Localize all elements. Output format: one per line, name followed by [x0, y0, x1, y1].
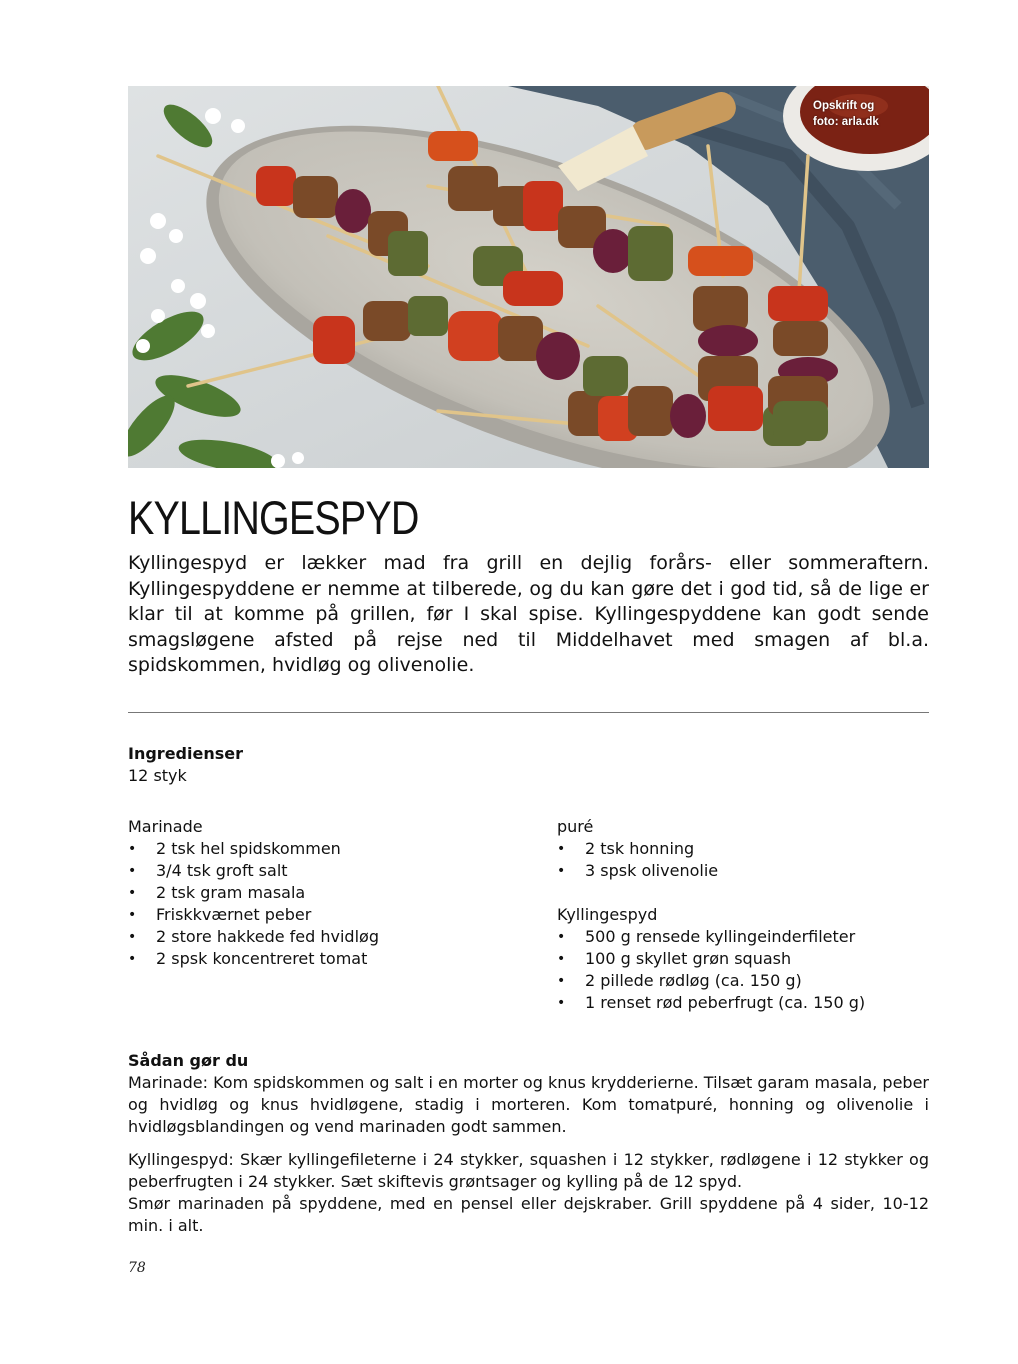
ingredients-header	[128, 743, 243, 787]
page-number: 78	[128, 1260, 146, 1276]
ingredients-heading: Ingredienser	[128, 744, 243, 763]
method-section	[128, 1050, 929, 1237]
list-item: • 2 store hakkede fed hvidløg	[128, 926, 528, 948]
step-label: Kyllingespyd:	[128, 1150, 234, 1169]
recipe-photo	[128, 86, 929, 468]
recipe-intro: Kyllingespyd er lækker mad fra grill en dejlig forårs- eller sommeraftern. Kyllingespyddene er nemme at tilberede, og du kan gøre det i god tid, så de lige er klar til at komme på grillen, før I skal spise. Kyllingespyddene kan godt sende smagsløgene afsted på rejse ned til Middelhavet med smagen af bl.a. spidskommen, hvidløg og olivenolie.	[128, 552, 929, 676]
step-text: Kom spidskommen og salt i en morter og knus krydderierne. Tilsæt garam masala, peber og hvidløg og knus hvidløgene, stadig i morteren. Kom tomatpuré, honning og olivenolie i hvidløgsblandingen og vend marinaden godt sammen.	[128, 1073, 929, 1136]
list-item: • 1 renset rød peberfrugt (ca. 150 g)	[557, 992, 929, 1014]
pure-heading: puré	[557, 817, 594, 836]
list-item: • 2 spsk koncentreret tomat	[128, 948, 528, 970]
skewers-list	[557, 926, 929, 1014]
pure-list	[557, 838, 929, 882]
list-item: • 500 g rensede kyllingeinderfileter	[557, 926, 929, 948]
list-item: • 2 pillede rødløg (ca. 150 g)	[557, 970, 929, 992]
photo-credit	[813, 98, 903, 130]
photo-credit-line1: Opskrift og	[813, 100, 875, 112]
step-label: Marinade:	[128, 1073, 208, 1092]
marinade-list	[128, 838, 528, 970]
method-step-grill: Smør marinaden på spyddene, med en pensel eller dejskraber. Grill spyddene på 4 sider, 10-12 min. i alt.	[128, 1194, 929, 1235]
list-item: • 2 tsk hel spidskommen	[128, 838, 528, 860]
marinade-section	[128, 816, 528, 970]
recipe-title: KYLLINGESPYD	[128, 491, 419, 544]
method-heading: Sådan gør du	[128, 1051, 249, 1070]
skewers-heading: Kyllingespyd	[557, 905, 658, 924]
list-item: • 3/4 tsk groft salt	[128, 860, 528, 882]
marinade-heading: Marinade	[128, 817, 203, 836]
list-item: • 100 g skyllet grøn squash	[557, 948, 929, 970]
divider	[128, 712, 929, 713]
ingredients-yield: 12 styk	[128, 766, 187, 785]
pure-section	[557, 816, 929, 882]
skewers-section	[557, 904, 929, 1014]
list-item: • 2 tsk honning	[557, 838, 929, 860]
list-item: • 3 spsk olivenolie	[557, 860, 929, 882]
list-item: • Friskkværnet peber	[128, 904, 528, 926]
list-item: • 2 tsk gram masala	[128, 882, 528, 904]
method-step-skewers	[128, 1149, 929, 1193]
step-text: Skær kyllingefileterne i 24 stykker, squashen i 12 stykker, rødløgene i 12 stykker og peberfrugten i 24 stykker. Sæt skiftevis grøntsager og kylling på de 12 spyd.	[128, 1150, 929, 1191]
chicken-skewers-illustration	[128, 86, 929, 468]
photo-credit-line2: foto: arla.dk	[813, 116, 879, 128]
method-step-marinade	[128, 1072, 929, 1138]
